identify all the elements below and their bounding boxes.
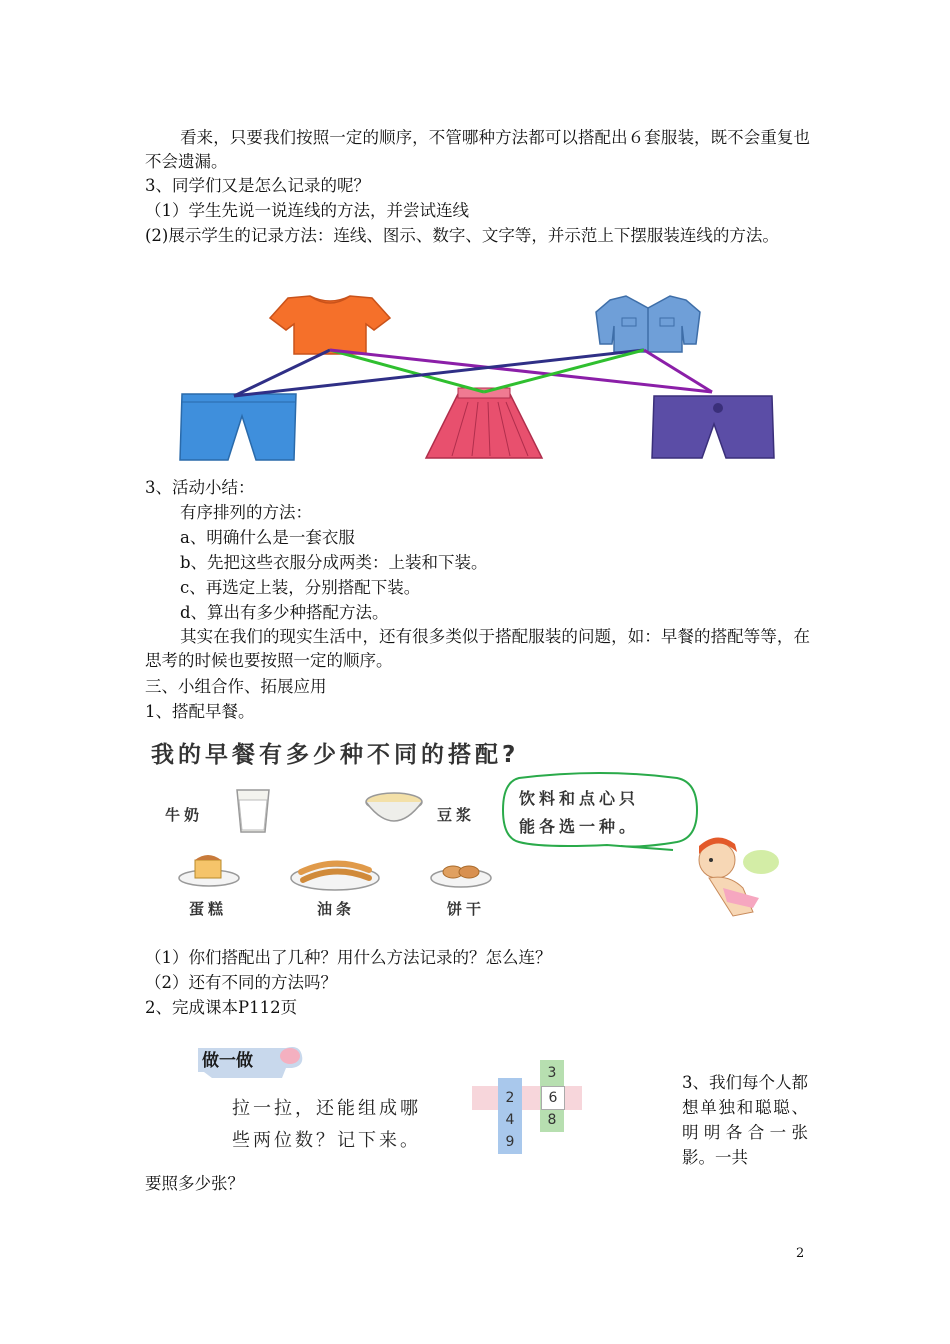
clothing-matching-figure (160, 292, 780, 464)
label-soy-milk: 豆浆 (437, 806, 476, 824)
exercise-prompt-line-2: 些两位数？记下来。 (232, 1130, 421, 1151)
fried-dough-sticks-plate-icon (289, 852, 381, 892)
paragraph-conclusion: 看来，只要我们按照一定的顺序，不管哪种方法都可以搭配出６套服装，既不会重复也不会遗漏。 (145, 128, 810, 171)
exercise-badge: 做一做 (202, 1051, 253, 1071)
label-fried-dough-sticks: 油条 (317, 900, 356, 918)
bubble-line-2: 能各选一种。 (519, 817, 640, 836)
step-connect-lines: （1）学生先说一说连线的方法，并尝试连线 (145, 201, 469, 220)
right-digit-tile[interactable]: 6 (541, 1086, 565, 1110)
exercise-figure (190, 1040, 610, 1156)
pull-strip-horizontal (472, 1086, 582, 1110)
left-digit-tile[interactable]: 9 (505, 1134, 515, 1150)
heading-summary: 3、活动小结： (145, 478, 255, 497)
bubble-line-1: 饮料和点心只 (519, 789, 640, 808)
line-jacket-jeans (234, 350, 644, 396)
left-digit-tile[interactable]: 4 (505, 1112, 515, 1128)
method-step-c: c、再选定上装，分别搭配下装。 (180, 578, 421, 597)
breakfast-title: 我的早餐有多少种不同的搭配? (151, 742, 520, 768)
shorts-image (652, 396, 774, 458)
tshirt-image (270, 296, 390, 354)
cake-plate-icon (177, 852, 241, 888)
right-digit-tile[interactable]: 8 (547, 1112, 557, 1128)
jacket-image (596, 296, 700, 352)
exercise-prompt-line-1: 拉一拉，还能组成哪 (232, 1098, 421, 1119)
jeans-image (180, 394, 296, 460)
section-three-heading: 三、小组合作、拓展应用 (145, 677, 327, 696)
question-2: （2）还有不同的方法吗？ (145, 973, 337, 992)
label-cake: 蛋糕 (189, 900, 228, 918)
item-breakfast: 1、搭配早餐。 (145, 702, 255, 721)
method-step-b: b、先把这些衣服分成两类：上装和下装。 (180, 553, 488, 572)
skirt-image (426, 388, 542, 458)
step-show-methods: (2)展示学生的记录方法：连线、图示、数字、文字等，并示范上下摆服装连线的方法。 (145, 226, 779, 245)
cartoon-fairy-character (683, 828, 783, 926)
line-tshirt-jeans (234, 350, 330, 396)
method-title: 有序排列的方法： (180, 503, 312, 522)
breakfast-figure (145, 728, 790, 928)
milk-glass-icon (233, 786, 273, 836)
speech-bubble (501, 772, 701, 852)
page-number: 2 (796, 1246, 805, 1261)
right-digit-tile[interactable]: 3 (547, 1065, 557, 1081)
soy-milk-bowl-icon (363, 790, 425, 830)
item-photos: 3、我们每个人都想单独和聪聪、明明各合一张影。一共 (682, 1073, 808, 1167)
item-textbook: 2、完成课本P112页 (145, 998, 298, 1017)
left-digit-tile[interactable]: 2 (505, 1090, 515, 1106)
question-1: （1）你们搭配出了几种？用什么方法记录的？怎么连？ (145, 948, 552, 967)
method-step-d: d、算出有多少种搭配方法。 (180, 603, 389, 622)
biscuits-plate-icon (429, 856, 493, 890)
item-photos-ending: 要照多少张？ (145, 1174, 244, 1193)
label-biscuits: 饼干 (447, 900, 486, 918)
heading-record: 3、同学们又是怎么记录的呢？ (145, 176, 370, 195)
method-step-a: a、明确什么是一套衣服 (180, 528, 355, 547)
paragraph-real-life: 其实在我们的现实生活中，还有很多类似于搭配服装的问题，如：早餐的搭配等等，在思考的时候也要按照一定的顺序。 (145, 627, 810, 670)
label-milk: 牛奶 (165, 806, 204, 824)
